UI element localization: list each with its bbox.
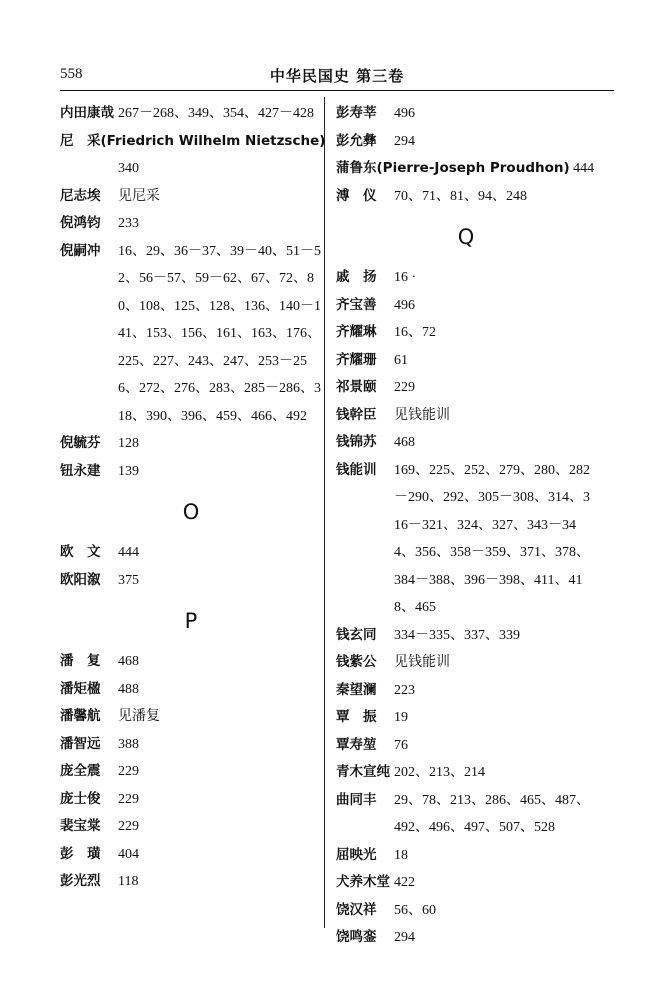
entry-term: 钮永建 [60,462,101,479]
page-header [60,62,614,91]
entry-term: 倪鸿钧 [60,215,101,231]
index-entry [336,374,596,402]
index-entry [336,319,596,347]
entry-page-refs: 169、225、252、279、280、282－290、292、305－308、314、316－321、324、327、343－344、356、358－359、371、378、384－388、396－398、411、418、465 [394,462,590,615]
index-entry [336,677,596,705]
entry-page-refs: 61 [394,352,408,368]
index-entry [336,924,596,952]
entry-page-refs: 139 [118,463,139,479]
entry-term: 钱紫公 [336,654,377,670]
entry-page-refs: 见潘复 [118,709,160,724]
entry-term: 饶汉祥 [336,901,377,918]
entry-term: 彭光烈 [60,873,101,889]
entry-page-refs: 202、213、214 [394,765,485,780]
entry-term: 戚 扬 [336,269,377,285]
entry-term: 秦望澜 [336,681,377,698]
entry-term: 彭允彝 [336,132,377,149]
entry-term: 曲同丰 [336,791,377,808]
index-entry [60,758,322,786]
entry-page-refs: 388 [118,736,139,752]
entry-page-refs: 496 [394,297,415,313]
entry-term: 潘 复 [60,653,101,669]
entry-page-refs: 267－268、349、354、427－428 [118,106,314,121]
entry-term: 钱幹臣 [336,406,377,423]
entry-page-refs: 16 · [394,270,417,285]
entry-page-refs: 468 [118,654,139,669]
entry-term: 欧阳溆 [60,571,101,588]
index-entry [336,649,596,677]
index-entry [60,183,322,211]
index-entry [60,567,322,595]
index-entry [336,842,596,870]
entry-page-refs: 375 [118,572,139,588]
index-entry [336,704,596,732]
index-entry [60,868,322,896]
entry-term: 祁景颐 [336,379,377,395]
entry-page-refs: 468 [394,435,415,450]
index-entry [336,402,596,430]
entry-term: 潘馨航 [60,708,101,724]
index-entry [336,264,596,292]
index-entry [60,648,322,676]
entry-page-refs: 340 [118,161,139,176]
index-entry [60,539,322,567]
index-entry [336,183,596,211]
running-title: 中华民国史 第三卷 [269,67,405,85]
entry-term: 屈映光 [336,846,377,863]
entry-term: 齐耀琳 [336,324,377,340]
section-letter: O [182,500,200,524]
entry-page-refs: 229 [394,380,415,395]
page-number: 558 [60,66,83,82]
index-entry [60,458,322,486]
entry-term: 彭寿莘 [336,105,377,121]
index-entry [336,429,596,457]
entry-page-refs: 496 [394,106,415,121]
entry-term: 内田康哉 [60,105,114,121]
entry-term: 青木宣纯 [336,764,390,780]
entry-term: 齐耀珊 [336,351,377,368]
index-entry [60,100,322,128]
entry-page-refs: 56、60 [394,902,436,918]
index-entry [60,128,326,183]
entry-page-refs: 18 [394,847,408,863]
entry-page-refs: 16、29、36－37、39－40、51－52、56－57、59－62、67、72、80、108、125、128、136、140－141、153、156、161、163、176、225、227、243、247、253－256、272、276、283、285－286、318、390、396、459、466、492 [118,243,321,424]
index-entry [60,210,322,238]
entry-page-refs: 229 [118,764,139,779]
entry-page-refs: 229 [118,791,139,807]
entry-term: 尼 采(Friedrich Wilhelm Nietzsche) [60,132,326,149]
index-entry [336,100,596,128]
entry-term: 钱锦苏 [336,434,377,450]
entry-term: 倪嗣冲 [60,242,101,259]
entry-page-refs: 76 [394,737,408,753]
entry-term: 潘智远 [60,735,101,752]
entry-term: 彭 璜 [60,845,101,862]
index-entry [60,786,322,814]
section-letter: Q [457,225,475,249]
entry-page-refs: 229 [118,819,139,834]
entry-term: 钱玄同 [336,626,377,643]
entry-term: 钱能训 [336,461,377,478]
entry-term: 覃寿堃 [336,736,377,753]
entry-term: 犬养木堂 [336,874,390,890]
entry-page-refs: 118 [118,874,139,889]
entry-page-refs: 488 [118,681,139,697]
entry-page-refs: 404 [118,846,139,862]
entry-term: 齐宝善 [336,296,377,313]
entry-page-refs: 见钱能训 [394,407,450,423]
entry-term: 覃 振 [336,709,377,725]
entry-term: 尼志埃 [60,187,101,204]
index-entry [336,787,596,842]
index-entry [60,841,322,869]
entry-term: 溥 仪 [336,187,377,204]
entry-page-refs: 444 [569,161,595,176]
index-entry [336,155,596,183]
index-entry [60,238,322,431]
entry-page-refs: 见尼采 [118,188,160,204]
entry-page-refs: 见钱能训 [394,655,450,670]
entry-page-refs: 334－335、337、339 [394,627,520,643]
entry-page-refs: 233 [118,216,139,231]
index-entry [60,813,322,841]
entry-term: 裴宝棠 [60,818,101,834]
column-divider [324,97,325,928]
index-entry [336,457,596,622]
entry-page-refs: 19 [394,710,408,725]
entry-term: 庞全震 [60,763,101,779]
index-entry [336,347,596,375]
entry-page-refs: 128 [118,436,139,451]
entry-term: 饶鸣銮 [336,929,377,945]
index-entry [336,292,596,320]
entry-term: 庞士俊 [60,790,101,807]
entry-page-refs: 16、72 [394,325,436,340]
index-entry [336,897,596,925]
section-letter: P [184,609,198,633]
index-entry [336,622,596,650]
entry-page-refs: 223 [394,682,415,698]
entry-term: 倪毓芬 [60,435,101,451]
entry-term: 蒲鲁东(Pierre-Joseph Proudhon) [336,160,570,176]
entry-page-refs: 444 [118,545,139,560]
index-entry [336,732,596,760]
entry-page-refs: 294 [394,930,415,945]
index-entry [336,128,596,156]
entry-term: 欧 文 [60,544,101,560]
index-entry [60,430,322,458]
index-column-left [60,100,326,896]
entry-page-refs: 294 [394,133,415,149]
index-entry [60,676,322,704]
entry-page-refs: 70、71、81、94、248 [394,188,527,204]
index-entry [336,869,596,897]
index-entry [60,703,322,731]
index-entry [60,731,322,759]
entry-page-refs: 422 [394,875,415,890]
entry-page-refs: 29、78、213、286、465、487、492、496、497、507、528 [394,792,590,835]
index-column-right [336,100,596,952]
entry-term: 潘矩楹 [60,680,101,697]
index-entry [336,759,596,787]
